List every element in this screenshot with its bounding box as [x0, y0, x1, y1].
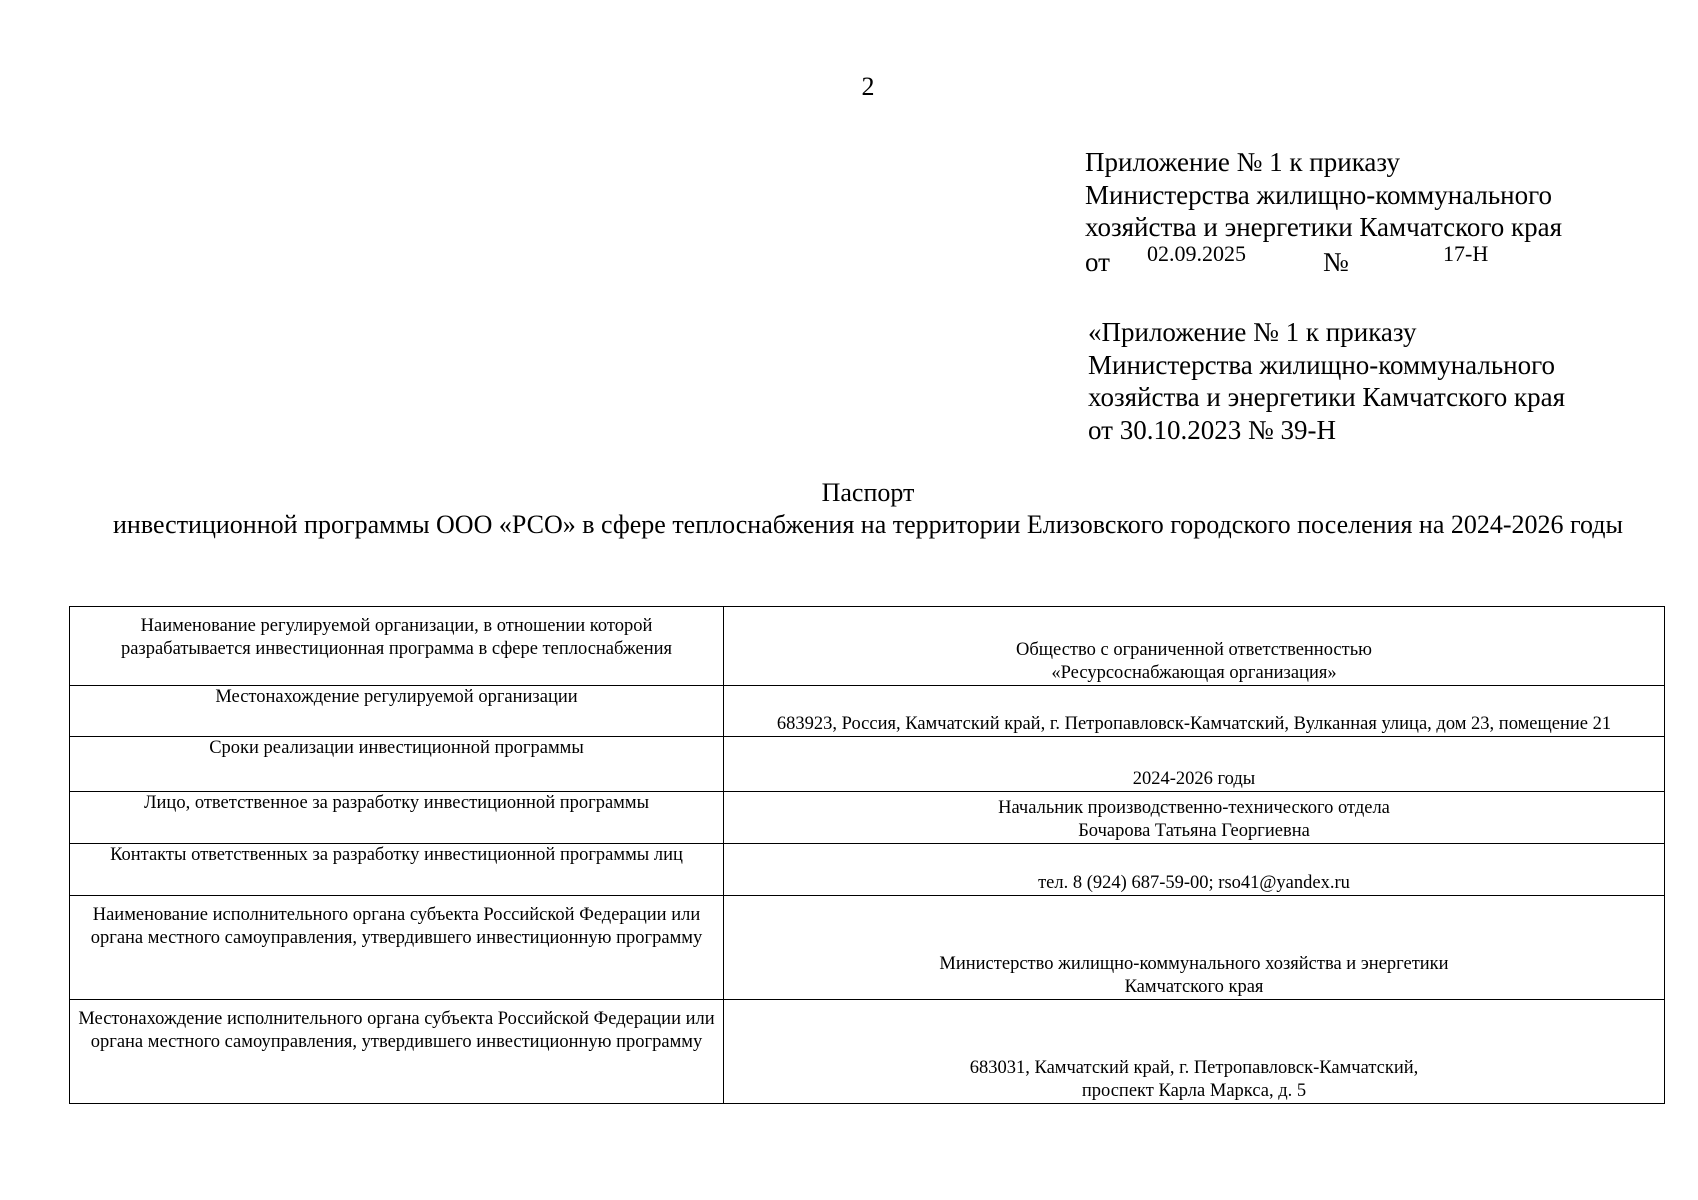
row-value-line: тел. 8 (924) 687-59-00; rso41@yandex.ru: [1038, 873, 1350, 893]
row-value-line: Начальник производственно-технического отдела: [998, 798, 1390, 818]
appendix-current-line3: хозяйства и энергетики Камчатского края: [1085, 212, 1563, 242]
appendix-previous-line4: от 30.10.2023 № 39-Н: [1088, 414, 1336, 445]
row-label: Наименование регулируемой организации, в отношении которой разрабатывается инвестиционная программа в сфере теплоснабжения: [70, 607, 724, 686]
row-value-line: проспект Карла Маркса, д. 5: [1081, 1081, 1307, 1101]
row-label: Местонахождение регулируемой организации: [70, 686, 724, 737]
row-value: [724, 896, 1665, 1000]
row-value: [724, 607, 1665, 686]
row-value-line: «Ресурсоснабжающая организация»: [1051, 663, 1337, 683]
table-row: [70, 896, 1665, 1000]
order-date: 02.09.2025: [1147, 240, 1246, 266]
row-value: [724, 844, 1665, 896]
appendix-current: [1085, 146, 1562, 276]
row-value: [724, 686, 1665, 737]
appendix-previous-line3: хозяйства и энергетики Камчатского края: [1088, 382, 1566, 412]
appendix-previous: [1088, 316, 1565, 446]
passport-table: [69, 606, 1665, 1104]
table-row: [70, 607, 1665, 686]
row-value-line: 683923, Россия, Камчатский край, г. Петропавловск-Камчатский, Вулканная улица, дом 23, помещение 21: [776, 714, 1612, 734]
appendix-previous-line2: Министерства жилищно-коммунального: [1088, 349, 1556, 380]
table-row: [70, 686, 1665, 737]
table-row: [70, 792, 1665, 844]
order-number: 17-Н: [1443, 240, 1489, 266]
table-row: [70, 1000, 1665, 1104]
row-label: Лицо, ответственное за разработку инвестиционной программы: [70, 792, 724, 844]
order-number-label: №: [1323, 246, 1349, 277]
page-number: 2: [861, 72, 875, 101]
row-value-line: Бочарова Татьяна Георгиевна: [1078, 821, 1310, 841]
row-value-line: Общество с ограниченной ответственностью: [1016, 640, 1372, 660]
appendix-current-line1: Приложение № 1 к приказу: [1085, 147, 1400, 177]
title-heading: Паспорт: [821, 478, 915, 507]
row-value: [724, 1000, 1665, 1104]
row-value-line: Камчатского края: [1124, 977, 1264, 997]
row-label: Наименование исполнительного органа субъекта Российской Федерации или органа местного самоуправления, утвердившего инвестиционную программу: [70, 896, 724, 1000]
title-subtitle: инвестиционной программы ООО «РСО» в сфере теплоснабжения на территории Елизовского городского поселения на 2024-2026 годы: [113, 510, 1623, 539]
row-value: [724, 792, 1665, 844]
row-value-line: 2024-2026 годы: [1132, 769, 1256, 789]
row-label: Местонахождение исполнительного органа субъекта Российской Федерации или органа местного самоуправления, утвердившего инвестиционную программу: [70, 1000, 724, 1104]
row-value-line: 683031, Камчатский край, г. Петропавловск-Камчатский,: [969, 1058, 1419, 1078]
row-label: Контакты ответственных за разработку инвестиционной программы лиц: [70, 844, 724, 896]
table-row: [70, 737, 1665, 792]
order-date-number-line: [1085, 240, 1562, 277]
row-label: Сроки реализации инвестиционной программы: [70, 737, 724, 792]
appendix-previous-line1: «Приложение № 1 к приказу: [1088, 317, 1417, 347]
document-title: [0, 477, 1698, 541]
row-value: [724, 737, 1665, 792]
table-row: [70, 844, 1665, 896]
order-from-label: от: [1085, 246, 1110, 277]
row-value-line: Министерство жилищно-коммунального хозяйства и энергетики: [939, 954, 1449, 974]
appendix-current-line2: Министерства жилищно-коммунального: [1085, 179, 1553, 210]
